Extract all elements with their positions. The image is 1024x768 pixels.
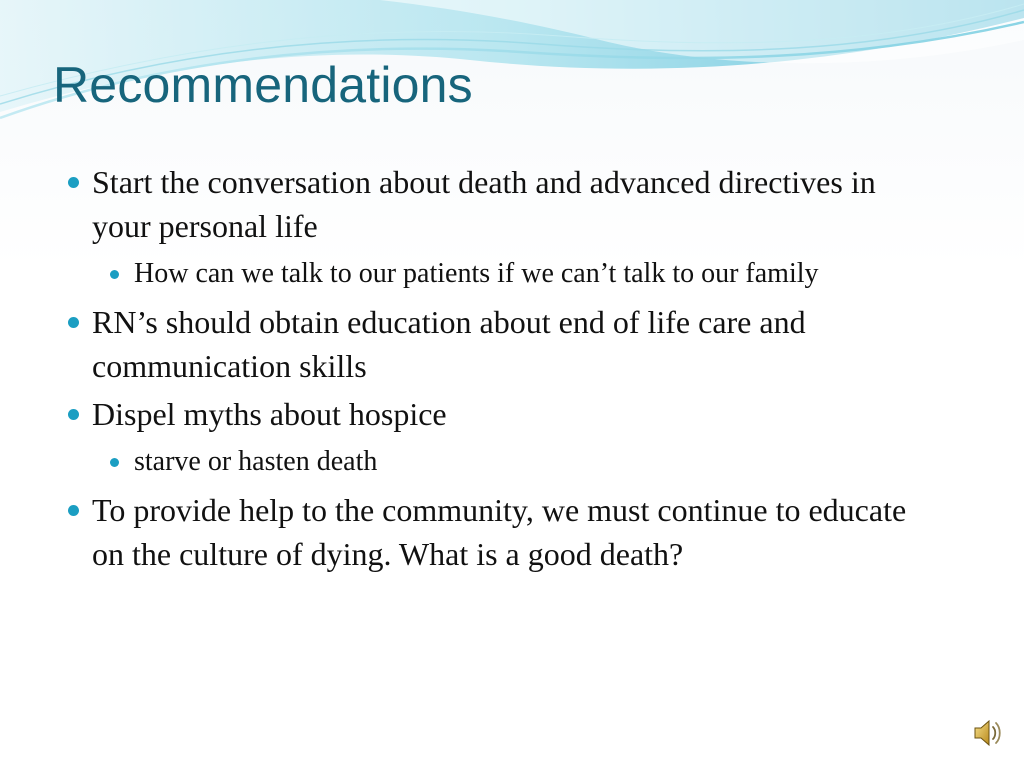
bullet-dot-icon	[68, 177, 79, 188]
sub-bullet-item	[92, 254, 940, 294]
slide-content	[60, 160, 940, 580]
slide-title: Recommendations	[53, 57, 473, 113]
sub-bullet-text: starve or hasten death	[134, 446, 378, 477]
bullet-text: Start the conversation about death and advanced directives in your personal life	[92, 164, 876, 244]
sub-bullet-list	[92, 254, 940, 294]
sub-bullet-text: How can we talk to our patients if we can’t talk to our family	[134, 258, 819, 289]
bullet-dot-icon	[68, 409, 79, 420]
bullet-dot-icon	[68, 505, 79, 516]
bullet-dot-icon	[68, 317, 79, 328]
sub-bullet-item	[92, 442, 940, 482]
bullet-item	[60, 392, 940, 482]
sub-bullet-list	[92, 442, 940, 482]
bullet-item	[60, 300, 940, 388]
bullet-text: RN’s should obtain education about end of life care and communication skills	[92, 304, 806, 384]
bullet-item	[60, 488, 940, 576]
bullet-list	[60, 160, 940, 576]
speaker-icon[interactable]	[972, 716, 1006, 750]
bullet-text: Dispel myths about hospice	[92, 396, 447, 432]
bullet-item	[60, 160, 940, 294]
bullet-text: To provide help to the community, we must continue to educate on the culture of dying. What is a good death?	[92, 492, 907, 572]
sub-bullet-dot-icon	[110, 270, 119, 279]
sub-bullet-dot-icon	[110, 458, 119, 467]
